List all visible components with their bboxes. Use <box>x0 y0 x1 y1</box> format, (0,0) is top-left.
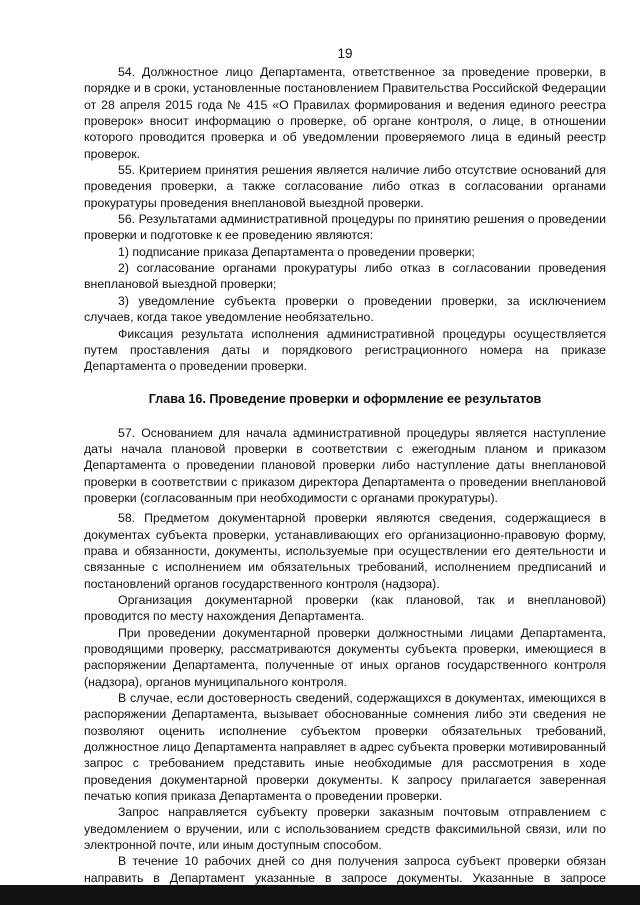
scan-border <box>0 885 640 905</box>
list-item-3: 3) уведомление субъекта проверки о проведении проверки, за исключением случаев, когда такое уведомление необязательно. <box>84 293 606 325</box>
paragraph-56: 56. Результатами административной процедуры по принятию решения о проведении проверки и подготовке к ее проведению являются: <box>84 212 606 243</box>
paragraph-documents-review: При проведении документарной проверки должностными лицами Департамента, проводящими проверку, рассматриваются документы субъекта проверки, имеющиеся в распоряжении Департамента, полученные от иных органов государственного контроля (надзора), органов муниципального контроля. <box>84 625 606 689</box>
paragraph-57: 57. Основанием для начала административной процедуры является наступление даты начала плановой проверки в соответствии с ежегодным планом и приказом Департамента о проведении плановой проверки либо наступление даты внеплановой проверки в соответствии с приказом директора Департамента о проведении внеплановой проверки (согласованным при необходимости с органами прокуратуры). <box>84 425 606 505</box>
chapter-heading: Глава 16. Проведение проверки и оформление ее результатов <box>148 391 542 406</box>
paragraph-58: 58. Предметом документарной проверки являются сведения, содержащиеся в документах субъекта проверки, устанавливающих его организационно-правовую форму, права и обязанности, документы, используемые при осуществлении его деятельности и связанные с исполнением им обязательных требований, исполнением предписаний и постановлений органов государственного контроля (надзора). <box>84 511 606 591</box>
list-item-1: 1) подписание приказа Департамента о проведении проверки; <box>118 244 475 259</box>
paragraph-fixation: Фиксация результата исполнения административной процедуры осуществляется путем проставления даты и порядкового регистрационного номера на приказе Департамента о проведении проверки. <box>84 326 606 374</box>
list-item-2: 2) согласование органами прокуратуры либо отказ в согласовании проведения внеплановой выездной проверки; <box>84 261 606 292</box>
paragraph-55: 55. Критерием принятия решения является наличие либо отсутствие оснований для проведения проверки, а также согласование либо отказ в согласовании органами прокуратуры проведения внеплановой выездной проверки. <box>84 163 606 210</box>
document-body <box>84 64 606 903</box>
paragraph-request-delivery: Запрос направляется субъекту проверки заказным почтовым отправлением с уведомлением о вручении, или с использованием средств факсимильной связи, или по электронной почте, или иным доступным способом. <box>84 805 606 853</box>
paragraph-deadline: В течение 10 рабочих дней со дня получения запроса субъект проверки обязан направить в Департамент указанные в запросе документы. Указанные в запросе <box>84 854 606 885</box>
paragraph-54: 54. Должностное лицо Департамента, ответственное за проведение проверки, в порядке и в сроки, установленные постановлением Правительства Российской Федерации от 28 апреля 2015 года № 415 «О Правилах формирования и ведения единого реестра проверок» вносит информацию о проверке, об органе контроля, о лице, в отношении которого проводится проверка и об уведомлении проверяемого лица в единый реестр проверок. <box>84 65 606 161</box>
page-number: 19 <box>337 46 353 61</box>
paragraph-request-case: В случае, если достоверность сведений, содержащихся в документах, имеющихся в распоряжении Департамента, вызывает обоснованные сомнения либо эти сведения не позволяют оценить исполнение субъектом проверки обязательных требований, должностное лицо Департамента направляет в адрес субъекта проверки мотивированный запрос с требованием представить иные необходимые для рассмотрения в ходе проведения документарной проверки документы. К запросу прилагается заверенная печатью копия приказа Департамента о проведении проверки. <box>84 691 606 804</box>
paragraph-organization: Организация документарной проверки (как плановой, так и внеплановой) проводится по месту нахождения Департамента. <box>84 592 606 624</box>
